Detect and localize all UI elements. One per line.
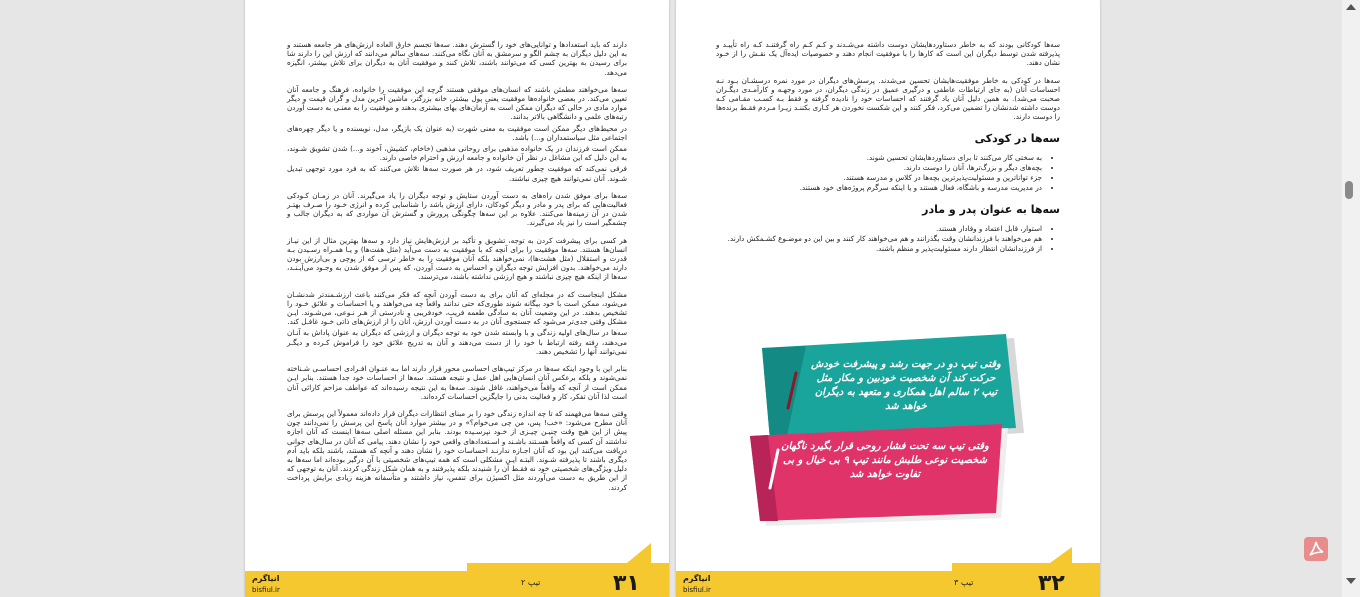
chevron-up-icon[interactable] bbox=[1346, 4, 1356, 10]
list-item: • از فرزندانشان انتظار دارند مسئولیت‌پذیر و منظم باشند. bbox=[716, 244, 1042, 254]
section-title-parents: سه‌ها به عنوان پدر و مادر bbox=[922, 202, 1060, 216]
right-paragraph: سه‌ها در کودکی به خاطر موفقیت‌هایشان تحسین می‌شدند. پرسش‌های دیگران در مورد نمره درسشـان بـود نـه احساسات آنان (به جای ارتباطات عاطفی و درگیری عمیق در زندگی دیگران، در مورد وجهـه و کارآمـدی دیگـران صحبت می‌شد). به همین دلیل آنان یاد گرفتند که احساسات خود را نادیده گرفته و فقط بـه کسـب مقـامی کـه دوست داشته شدنشان را تضمین می‌کرد، فکر کنند و این شکست نخوردن هر کـاری بکننـد زیـرا مـردم فقـط برنده‌ها را دوست دارند. bbox=[716, 75, 1060, 122]
footer-site: bisfiul.ir bbox=[252, 586, 280, 594]
list-item: • هم می‌خواهند با فرزندانشان وقت بگذرانند و هم می‌خواهند کار کنند و بین این دو موضـوع کشـمکش دارند. bbox=[716, 234, 1042, 244]
scrollbar-thumb[interactable] bbox=[1345, 181, 1353, 199]
left-paragraph: سه‌ها در سال‌های اولیه زندگی و با وابسته شدن خود به توجه دیگران و ارزشی که دیگران به عنوان پاداش به آنـان می‌دهند، رفته رفته ارتباط با خود را از دست می‌دهند و آنان به تدریج علائق خود را فراموش کـرده و دیگـر نمی‌توانند آنها را تشخیص دهند. bbox=[287, 328, 627, 356]
footer-corner bbox=[1050, 547, 1072, 563]
section-title-childhood: سه‌ها در کودکی bbox=[974, 131, 1060, 145]
page-32 bbox=[676, 0, 1100, 597]
pdf-button[interactable] bbox=[1304, 537, 1328, 561]
parents-list bbox=[716, 224, 1060, 254]
list-item: • استوار، قابل اعتماد و وفادار هستند. bbox=[716, 224, 1042, 234]
poster-bottom-text: وقتی تیپ سه تحت فشار روحی قرار بگیرد ناگهان شخصیت نوعی طلبش مانند تیپ ۹ بی خیال و بی تفاوت خواهد شد bbox=[781, 441, 989, 480]
poster-top-text: وقتی تیپ دو در جهت رشد و پیشرفت خودش حرکت کند آن شخصیت خودبین و مکار مثل تیپ ۲ سالم اهل همکاری و متعهد به دیگران خواهد شد bbox=[811, 359, 1001, 412]
list-item: • به سختی کار می‌کنند تا برای دستاوردهایشان تحسین شوند. bbox=[716, 153, 1042, 163]
vertical-scrollbar[interactable] bbox=[1342, 0, 1360, 597]
left-page-body bbox=[287, 40, 627, 500]
left-paragraph: در محیط‌های دیگر ممکن است موفقیت به معنی شهرت (به عنوان یک بازیگر، مدل، نویسنده و یا دیگر چهره‌های اجتماعی مثل سیاستمداران و...) باشد. bbox=[287, 123, 627, 142]
childhood-list bbox=[716, 153, 1060, 193]
left-paragraph: هر کسی برای پیشرفت کردن به توجه، تشویق و تأکید بر ارزش‌هایش نیاز دارد و سه‌ها بهترین مثال از این نیـاز انسان‌ها هستند. سه‌ها موفقیت را برای آنچه که با موفقیت به دست می‌آید (مثل هفت‌ها) و یـا همـراه رسـیدن بـه قدرت و استقلال (مثل هشت‌ها)، نمی‌خواهند بلکه آنان موفقیت را به خاطر ترسی که از پوچی و بی‌ارزش بودن دارند می‌خواهند. بدون افزایش توجه دیگران و احساس به دست آوردن، که پس از موفق شدن به وجـود می‌آیـنـد، سه‌ها از اینکه هیچ چیزی نباشند و هیچ ارزشی نداشته باشند، می‌ترسند. bbox=[287, 235, 627, 282]
footer-type-label: تیپ ۳ bbox=[954, 578, 974, 587]
footer-tab bbox=[952, 563, 1100, 571]
list-item: • در مدیریت مدرسه و باشگاه، فعال هستند و یا اینکه سرگرم پروژه‌های خود هستند. bbox=[716, 183, 1042, 193]
left-paragraph: سه‌ها برای موفق شدن راه‌های به دست آوردن ستایش و توجه دیگران را یاد می‌گیرند. آنان در زمـان کـودکی فعالیت‌هایی که برای پدر و مادر و دیگر کودکان، دارای ارزش باشد را شناسایی کرده و انرژی خـود را صـرف بهتـر شدن در آن زمینه‌ها می‌کنند. علاوه بر این سه‌ها چگونگی پرورش و گسترش آن مواردی که به دیگران جالب و چشمگیر است را نیز یاد می‌گیرند. bbox=[287, 190, 627, 228]
left-paragraph: فرقی نمی‌کند که موفقیت چطور تعریف شود، در هر صورت سه‌ها تلاش می‌کنند که به فرد مورد توجهی تبدیل شـوند. آنان نمی‌توانند هیچ چیزی نباشند. bbox=[287, 164, 627, 183]
poster-illustration bbox=[746, 328, 1031, 528]
footer-tab bbox=[467, 563, 669, 571]
footer-type-label: تیپ ۲ bbox=[521, 578, 541, 587]
right-paragraph: سه‌ها کودکانی بودند که به خاطر دستاوردهایشان دوست داشته می‌شـدند و کـم کـم راه گرفتنـد کـه راه تأییـد و پذیرفته شدن توسط دیگران این است که کارها را با موفقیت انجام دهند و خصوصیات ایده‌آل یک نقـش را از خـود نشان دهند. bbox=[716, 40, 1060, 68]
left-paragraph: دارند که باید استعدادها و توانایی‌های خود را گسترش دهند. سه‌ها تجسم خارق العاده ارزش‌های هر جامعه هستند و به این دلیل دیگران به چشم الگو و سرمشق به آنان نگاه می‌کنند. سه‌های سالم می‌دانند که ارزش این را دارند شا برای رسیدن به بهترین کسی که می‌توانند باشند، تلاش کنند و موفقیت آنان به دیگران برای تلاش بیشتر، انگیزه می‌دهد. bbox=[287, 40, 627, 77]
pdf-icon bbox=[1304, 537, 1328, 561]
footer-site: bisfiul.ir bbox=[683, 586, 711, 594]
page-footer bbox=[245, 571, 669, 597]
left-paragraph: مشکل اینجاست که در مجله‌ای که آنان برای به دست آوردن آنچه که فکر می‌کنند باعث ارزشـمندتر شدنشـان می‌شود، ممکن است با خود بیگانه شوند طوری‌که حتی ندانند واقعاً چه می‌خواهند و یا احساسات و علائق خـود را تشخیص بدهند. در این وضعیت آنان به سادگی طعمه فریب، خودفریبی و نادرستی از هـر نـوعی، می‌شـوند. ایـن مشکل وقتی جدی‌تر می‌شود که جستجوی آنان در به دست آوردن ارزش، آنان را از ارزش‌های ذاتی خـود غافـل کند. bbox=[287, 289, 627, 327]
left-paragraph: بنابر این با وجود اینکه سه‌ها در مرکز تیپ‌های احساسی محور قرار دارند اما بـه عنـوان افـرادی احساسـی شـناخته نمی‌شوند و بلکه برعکس آنان انسان‌هایی اهل عمل و نتیجه هستند. سه‌ها از احساسات خود جدا هستند. بنابر ایـن ممکن است از آنچه که واقعاً می‌خواهند، غافل شوند. سه‌ها به این نتیجه رسیده‌اند که عواطف مزاحم کارائی آنان است لذا آنان تفکر، کار و فعالیت بدنی را جایگزین احساسات کرده‌اند. bbox=[287, 364, 627, 401]
left-paragraph: سه‌ها می‌خواهند مطمئن باشند که انسان‌های موفقی هستند گرچه این موفقیت را خانواده، فرهنگ و جامعه آنان تعیین می‌کند. در بعضی خانواده‌ها موفقیت یعنی پول بیشتر، خانه بزرگتر، ماشین آخرین مدل و گران قیمت و دیگر موارد مادی در حالی که دیگران ممکن است به آرمان‌های بهای بیشتری بدهند و موفقیت را به معنـی به دست آوردن رتبه‌های علمی و دانشگاهی بالاتر بدانند. bbox=[287, 84, 627, 122]
list-item: • بچه‌های دیگر و بزرگ‌ترها، آنان را دوست دارند. bbox=[716, 163, 1042, 173]
page-31 bbox=[245, 0, 669, 597]
chevron-down-icon[interactable] bbox=[1346, 578, 1356, 584]
page-number: ۳۱ bbox=[613, 571, 640, 596]
footer-brand: انیاگرم bbox=[252, 574, 280, 583]
footer-corner bbox=[627, 543, 651, 563]
left-paragraph: وقتی سه‌ها می‌فهمند که تا چه اندازه زندگی خود را بر مبنای انتظارات دیگران قرار داده‌اند معمولاً این پرسش برای آنان مطرح می‌شود: «خب! پس، من چی می‌خوام؟» و در بیشتر موارد آنان پاسخ این پرسش را نمی‌دانند چون پیش از این هیچ وقت چنیـن چیـزی از خـود نپرسـیده بودند. بنابر این مسئله اصلی سه‌ها اینست که آنان اجازه نداشتند آن کسی که واقعاً هسـتند باشـند و اسـتعدادهای واقعی خود را نشان دهند. پیامی که آنان در سال‌های جوانی دریافت می‌کنند این بود که آنان اجـازه ندارنـد احساسات خود را نشان دهند و آنچه که هستند، باشند بلکه باید آدم دیگری باشند تا پذیرفته شـوند. البتـه ایـن مشکلی است که همه تیپ‌های شخصیتی با آن درگیر بوده‌اند اما سه‌ها به دلیل ویژگی‌های شخصیتی خود نه فقـط آن را شنیدند بلکه پذیرفتند و به همان شکل زندگی کردند. آنان به توجهی که از این طریق به دست می‌آوردند مثل اکسیژن برای تنفس، نیاز داشتند و متأسفانه هزینه زیادی برایش پرداخت کردند. bbox=[287, 408, 627, 492]
right-page-body bbox=[716, 40, 1060, 260]
page-number: ۳۲ bbox=[1038, 571, 1065, 596]
left-paragraph: ممکن است فرزندان در یک خانواده مذهبی برای روحانی مذهبی (خاخام، کشیش، آخوند و...) شدن تشویق شـوند، به این دلیل که این مشاغل در نظر آن خانواده و جامعه ارزش و احترام خاصی دارند. bbox=[287, 144, 627, 163]
page-footer bbox=[676, 571, 1100, 597]
list-item: • جزء توانا‌ترین و مسئولیت‌پذیرترین بچه‌ها در کلاس و مدرسه هستند. bbox=[716, 173, 1042, 183]
footer-brand: انیاگرم bbox=[683, 574, 711, 583]
